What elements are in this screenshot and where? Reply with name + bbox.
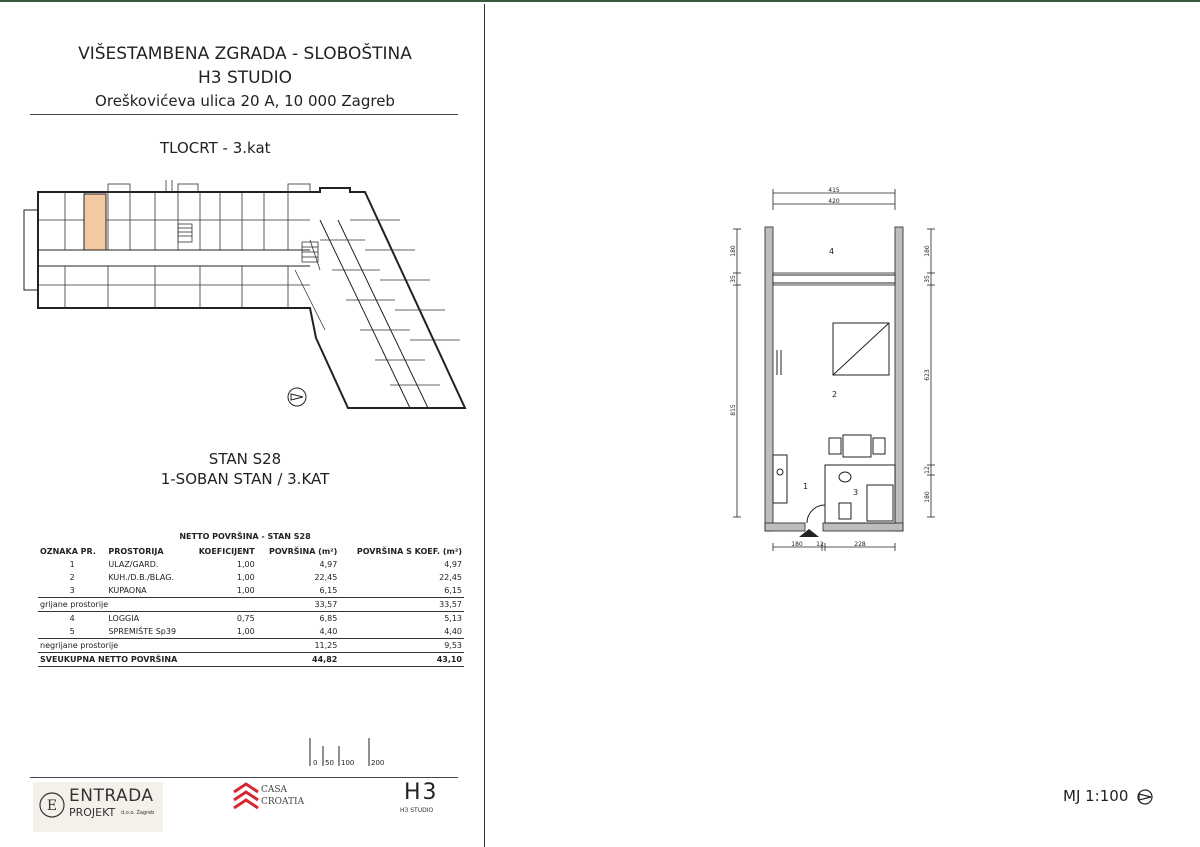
col-header-area: POVRŠINA (m²) [268,547,338,556]
row-coef: 1,00 [236,573,255,582]
entrada-main-text: ENTRADA [69,786,154,806]
entrada-mark-icon [37,790,67,820]
total-label: SVEUKUPNA NETTO POVRŠINA [38,653,257,667]
area-table-title: NETTO POVRŠINA - STAN S28 [179,532,311,541]
unit-name: STAN S28 [208,450,282,468]
unheated-label: negrijane prostorije [38,639,257,653]
floor-plan-title: TLOCRT - 3.kat [160,139,271,157]
row-coef: 1,00 [236,627,255,636]
unheated-area-coef: 9,53 [339,639,464,653]
room-label-3: 3 [853,488,859,497]
dim-right-main: 623 [924,369,931,381]
scale-label-50: 50 [325,759,334,767]
row-room: LOGGIA [108,614,140,623]
total-row [38,653,464,667]
scale-label-100: 100 [341,759,355,767]
col-header-area-coef: POVRŠINA S KOEF. (m²) [356,547,462,556]
row-coef: 1,00 [236,586,255,595]
scale-label-200: 200 [371,759,385,767]
casa-croatia-logo [231,780,321,816]
row-area-coef: 22,45 [439,573,462,582]
dim-bottom-left: 180 [791,541,803,548]
entrada-logo [33,782,163,832]
scale-text: MJ 1:100 [1063,787,1129,805]
dim-right-bath: 180 [924,491,931,503]
h3-mark: H3 [404,780,439,805]
heated-label: grijane prostorije [38,598,257,612]
h3-sub-text: H3 STUDIO [400,807,434,814]
row-id: 5 [69,627,75,636]
footer-rule [30,777,458,778]
scale-label-0: 0 [313,759,318,767]
north-arrow-icon [288,388,306,406]
entrada-sub-text: PROJEKT [69,806,116,819]
unit-detail-plan [725,185,945,555]
room-label-2: 2 [832,390,838,399]
dim-bottom-mid: 12 [816,541,824,548]
table-row [38,571,464,584]
dim-top-outer: 420 [828,198,840,205]
row-area: 4,97 [319,560,338,569]
header-rule [30,114,458,115]
top-border [0,0,1200,2]
row-area-coef: 4,97 [444,560,462,569]
building-key-plan [20,180,470,420]
dim-left-main: 815 [730,404,737,416]
area-table-header [38,545,464,558]
unit-type: 1-SOBAN STAN / 3.KAT [160,470,330,488]
dim-left-loggia: 180 [730,245,737,257]
row-area: 6,15 [319,586,338,595]
studio-name: H3 STUDIO [197,68,293,88]
row-id: 4 [69,614,75,623]
col-header-room: PROSTORIJA [108,547,164,556]
dim-right-gap: 12 [924,466,931,474]
table-row [38,558,464,571]
unheated-subtotal-row [38,639,464,653]
room-label-1: 1 [803,482,809,491]
dim-right-loggia: 180 [924,245,931,257]
row-area-coef: 4,40 [444,627,462,636]
highlighted-unit [84,194,106,250]
room-label-4: 4 [829,247,835,256]
area-table [38,545,464,667]
casa-mark-icon [231,782,261,814]
heated-area-coef: 33,57 [339,598,464,612]
row-coef: 0,75 [236,614,255,623]
row-id: 2 [69,573,75,582]
heated-area: 33,57 [257,598,340,612]
col-header-coef: KOEFICIJENT [198,547,255,556]
row-id: 3 [69,586,75,595]
north-arrow-small-icon [1136,789,1154,805]
col-header-id: OZNAKA PR. [40,547,96,556]
casa-text-2: CROATIA [261,797,305,807]
scale-indicator [1063,787,1128,805]
row-room: SPREMIŠTE Sp39 [108,627,177,636]
table-row [38,625,464,639]
table-row [38,584,464,598]
table-row [38,612,464,626]
project-address: Oreškovićeva ulica 20 A, 10 000 Zagreb [95,92,395,110]
row-area: 6,85 [319,614,338,623]
row-id: 1 [69,560,75,569]
total-area: 44,82 [257,653,340,667]
row-area: 22,45 [314,573,338,582]
project-title: VIŠESTAMBENA ZGRADA - SLOBOŠTINA [78,44,412,64]
entrada-small-text: d.o.o. Zagreb [121,810,155,816]
row-room: KUPAONA [108,586,147,595]
row-area-coef: 6,15 [444,586,462,595]
dim-right-wall: 35 [924,275,931,283]
dim-bottom-right: 228 [854,541,866,548]
svg-text:E: E [46,798,58,814]
h3-studio-logo [396,780,456,820]
dim-left-wall: 35 [730,275,737,283]
row-coef: 1,00 [236,560,255,569]
sheet-divider [484,4,485,847]
row-area-coef: 5,13 [444,614,462,623]
row-room: KUH./D.B./BLAG. [108,573,174,582]
heated-subtotal-row [38,598,464,612]
unheated-area: 11,25 [257,639,340,653]
row-area: 4,40 [319,627,338,636]
total-area-coef: 43,10 [339,653,464,667]
dim-top-inner: 415 [828,187,840,194]
casa-text-1: CASA [261,785,288,795]
row-room: ULAZ/GARD. [108,560,159,569]
